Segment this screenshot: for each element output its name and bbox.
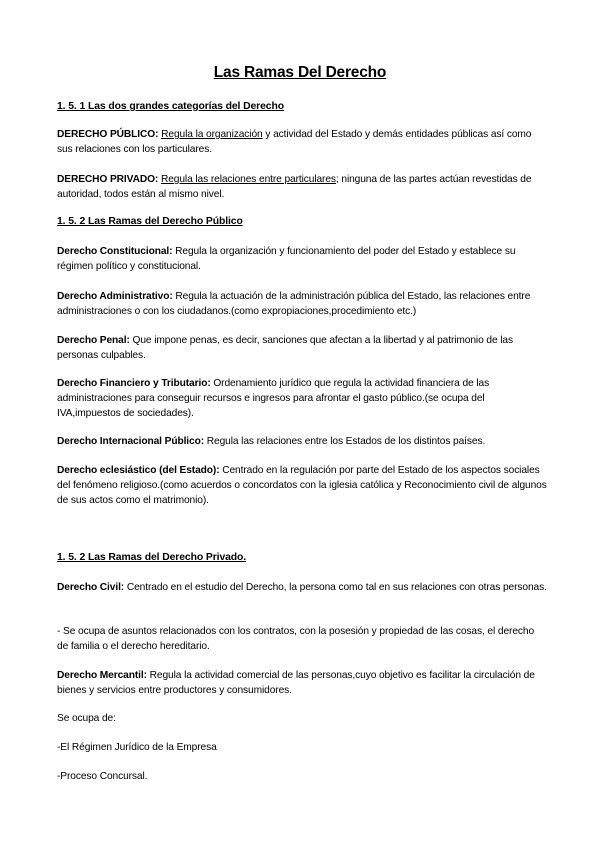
term-label: DERECHO PRIVADO: (57, 174, 159, 185)
paragraph-text: Regula las relaciones entre los Estados de los distintos países. (204, 436, 486, 447)
term-label: Derecho Civil: (57, 582, 125, 593)
underlined-definition: Regula las relaciones entre particulares (160, 174, 336, 185)
term-label: DERECHO PÚBLICO: (57, 129, 159, 140)
term-label: Derecho Internacional Público: (57, 436, 205, 447)
paragraph-text: Regula la actuación de la administración pública del Estado, las relaciones entre administraciones o con los ciudadanos.(como expropiaciones,procedimiento etc.) (57, 291, 531, 317)
section-heading-derecho-publico: 1. 5. 2 Las Ramas del Derecho Público (57, 216, 243, 227)
paragraph-text: Regula la actividad comercial de las personas,cuyo objetivo es facilitar la circulación de bienes y servicios entre productores y consumidores. (57, 670, 535, 696)
paragraph-mercantil (57, 668, 547, 698)
paragraph-text: Ordenamiento jurídico que regula la actividad financiera de las administraciones para conseguir recursos e ingresos para afrontar el gasto público.(se ocupa del IVA,impuestos de sociedades). (57, 378, 490, 419)
term-label: Derecho eclesiástico (del Estado): (57, 465, 220, 476)
paragraph-derecho-privado (57, 172, 547, 202)
paragraph-derecho-publico (57, 127, 547, 157)
paragraph-text: Centrado en la regulación por parte del Estado de los aspectos sociales del fenómeno religioso.(como acuerdos o concordatos con la iglesia católica y Reconocimiento civil de algunos de sus actos como el matrimonio). (57, 465, 547, 506)
list-item-regimen-juridico: -El Régimen Jurídico de la Empresa (57, 742, 217, 753)
paragraph-civil (57, 580, 547, 595)
paragraph-civil-detalle: - Se ocupa de asuntos relacionados con los contratos, con la posesión y propiedad de las cosas, el derecho de familia o el derecho hereditario. (57, 626, 535, 652)
term-label: Derecho Penal: (57, 335, 130, 346)
paragraph-text: y actividad del Estado y demás entidades públicas así como sus relaciones con los particulares. (57, 129, 532, 155)
term-label: Derecho Administrativo: (57, 291, 173, 302)
term-label: Derecho Constitucional: (57, 246, 173, 257)
paragraph-penal (57, 333, 547, 363)
term-label: Derecho Mercantil: (57, 670, 147, 681)
paragraph-administrativo (57, 289, 547, 319)
underlined-definition: Regula la organización (161, 129, 263, 140)
section-heading-categorias: 1. 5. 1 Las dos grandes categorías del Derecho (57, 101, 284, 112)
paragraph-constitucional (57, 244, 547, 274)
paragraph-text: Centrado en el estudio del Derecho, la persona como tal en sus relaciones con otras personas. (124, 582, 547, 593)
paragraph-internacional (57, 434, 547, 449)
list-item-proceso-concursal: -Proceso Concursal. (57, 771, 148, 782)
paragraph-text: ; ninguna de las partes actúan revestidas de autoridad, todos están al mismo nivel. (57, 174, 532, 200)
paragraph-se-ocupa-de: Se ocupa de: (57, 713, 116, 724)
section-heading-derecho-privado: 1. 5. 2 Las Ramas del Derecho Privado. (57, 552, 247, 563)
term-label: Derecho Financiero y Tributario: (57, 378, 211, 389)
paragraph-text: Regula la organización y funcionamiento del poder del Estado y establece su régimen político y constitucional. (57, 246, 516, 272)
paragraph-text: Que impone penas, es decir, sanciones que afectan a la libertad y al patrimonio de las personas culpables. (57, 335, 513, 361)
page-title: Las Ramas Del Derecho (213, 64, 387, 81)
paragraph-eclesiastico (57, 463, 547, 508)
paragraph-financiero (57, 376, 547, 421)
